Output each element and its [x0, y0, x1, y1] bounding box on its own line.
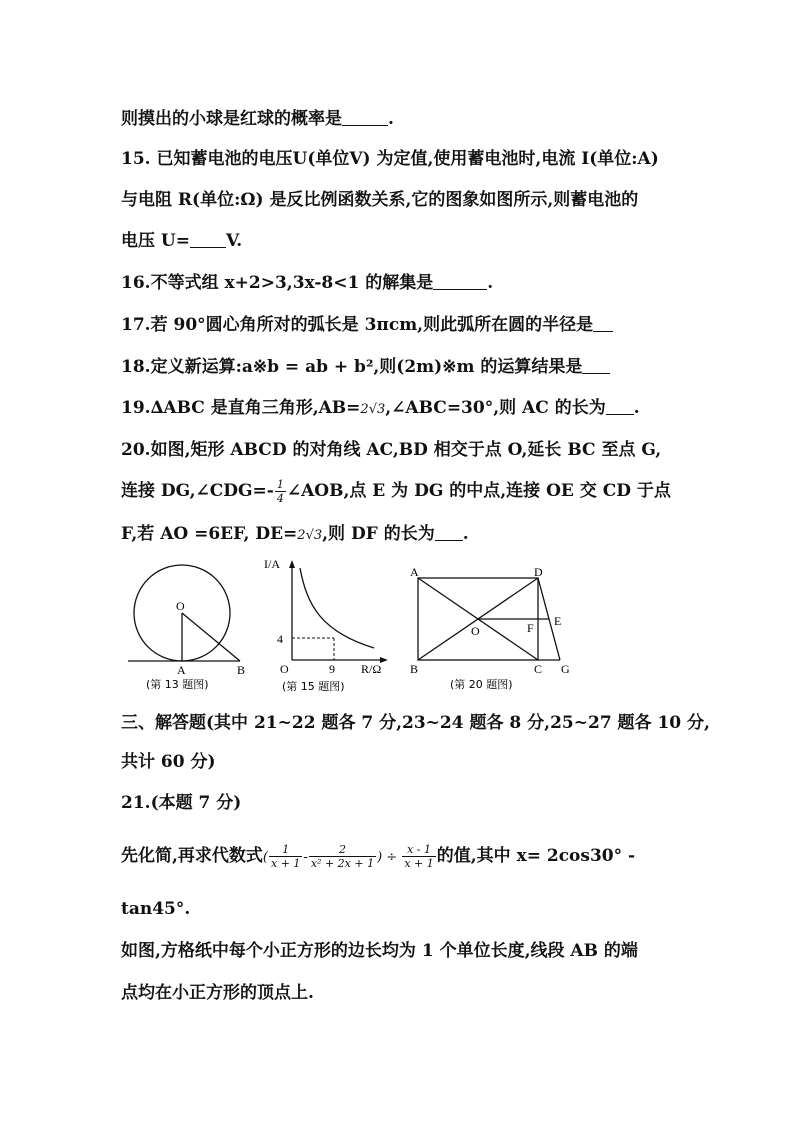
- answer-blank: [606, 398, 634, 415]
- line-q20-a: 20.如图,矩形 ABCD 的对角线 AC,BD 相交于点 O,延长 BC 至点 G,: [121, 440, 662, 460]
- figure-20: [404, 562, 584, 698]
- x-tick-9: 9: [329, 662, 335, 676]
- line-q14-tail: [121, 108, 394, 130]
- text: ,则 DF 的长为: [322, 524, 435, 544]
- y-tick-4: 4: [277, 632, 283, 646]
- fraction: [269, 843, 302, 870]
- line-q15-b: 与电阻 R(单位:Ω) 是反比例函数关系,它的图象如图所示,则蓄电池的: [121, 190, 639, 210]
- divide-sign: ÷: [382, 850, 402, 865]
- text: .: [388, 109, 394, 129]
- line-q22-a: 如图,方格纸中每个小正方形的边长均为 1 个单位长度,线段 AB 的端: [121, 941, 638, 961]
- answer-blank: [342, 109, 388, 126]
- text: 19.∆ABC 是直角三角形,AB=: [121, 398, 361, 418]
- frac-den: x + 1: [271, 857, 301, 870]
- label-C: C: [534, 662, 543, 676]
- math-root: 2√3: [360, 402, 386, 417]
- frac-num: 2: [309, 843, 376, 857]
- text: 16.不等式组 x+2>3,3x-8<1 的解集是: [121, 273, 434, 293]
- segment-OB: [182, 613, 240, 661]
- line-q21-a: [121, 843, 635, 870]
- caption: (第 15 题图): [282, 680, 345, 693]
- fraction: [309, 843, 376, 870]
- label-O: O: [471, 624, 480, 638]
- curve: [300, 568, 374, 648]
- fraction: [402, 843, 435, 870]
- fraction: [275, 478, 286, 505]
- label-E: E: [554, 614, 562, 628]
- frac-num: 1: [269, 843, 302, 857]
- line-section3-b: 共计 60 分): [121, 752, 216, 772]
- line-q20-b: [121, 478, 671, 505]
- paren-open: (: [262, 850, 268, 865]
- line-q17: [121, 314, 613, 336]
- label-F: F: [527, 621, 534, 635]
- text: V.: [226, 231, 243, 251]
- line-q15-a: 15. 已知蓄电池的电压U(单位V) 为定值,使用蓄电池时,电流 I(单位:A): [121, 149, 659, 169]
- text: .: [487, 273, 494, 293]
- text: ∠AOB,点 E 为 DG 的中点,连接 OE 交 CD 于点: [286, 481, 671, 501]
- y-arrow: [289, 560, 295, 568]
- label-D: D: [534, 565, 543, 579]
- answer-blank: [190, 231, 226, 248]
- label-G: G: [561, 662, 570, 676]
- label-B: B: [410, 662, 419, 676]
- line-q18: [121, 356, 610, 378]
- line-q19: [121, 397, 640, 421]
- line-q20-c: [121, 523, 469, 547]
- label-A: A: [410, 565, 419, 579]
- answer-blank: [433, 273, 487, 290]
- minus-sign: -: [303, 850, 308, 865]
- text: 连接 DG,∠CDG=-: [121, 481, 274, 501]
- frac-den: 4: [276, 492, 284, 505]
- text: 电压 U=: [121, 231, 190, 251]
- frac-den: x² + 2x + 1: [310, 857, 375, 870]
- x-label: R/Ω: [361, 662, 382, 676]
- line-q22-b: 点均在小正方形的顶点上.: [121, 983, 314, 1003]
- frac-den: x + 1: [404, 857, 434, 870]
- paren-close: ): [377, 850, 383, 865]
- text: ,∠ABC=30°,则 AC 的长为: [385, 398, 606, 418]
- math-root: 2√3: [297, 528, 323, 543]
- text: 18.定义新运算:a※b = ab + b²,则(2m)※m 的运算结果是: [121, 357, 583, 377]
- text: .: [633, 398, 640, 418]
- text: 17.若 90°圆心角所对的弧长是 3πcm,则此弧所在圆的半径是: [121, 315, 594, 335]
- label-A: A: [177, 663, 186, 677]
- frac-num: 1: [276, 478, 284, 491]
- text: F,若 AO =6EF, DE=: [121, 524, 298, 544]
- y-label: I/A: [264, 557, 280, 571]
- caption: (第 20 题图): [450, 678, 513, 691]
- line-q21-head: 21.(本题 7 分): [121, 793, 242, 813]
- text: 则摸出的小球是红球的概率是: [121, 109, 342, 129]
- text: 先化简,再求代数式: [121, 846, 263, 866]
- line-section3-a: 三、解答题(其中 21~22 题各 7 分,23~24 题各 8 分,25~27 题各 10 分,: [121, 713, 710, 733]
- origin-label: O: [280, 662, 289, 676]
- line-q15-c: [121, 230, 242, 252]
- answer-blank: [435, 524, 463, 541]
- caption: (第 13 题图): [146, 678, 209, 691]
- text: .: [462, 524, 469, 544]
- figure-13: [128, 560, 258, 700]
- line-q21-b: tan45°.: [121, 899, 191, 919]
- answer-blank: [582, 357, 610, 374]
- label-O: O: [176, 599, 185, 613]
- answer-blank: [593, 315, 613, 332]
- label-B: B: [237, 663, 246, 677]
- line-q16: [121, 272, 493, 294]
- text: 的值,其中 x= 2cos30° -: [436, 846, 636, 866]
- frac-num: x - 1: [402, 843, 435, 857]
- figure-15: [262, 556, 397, 700]
